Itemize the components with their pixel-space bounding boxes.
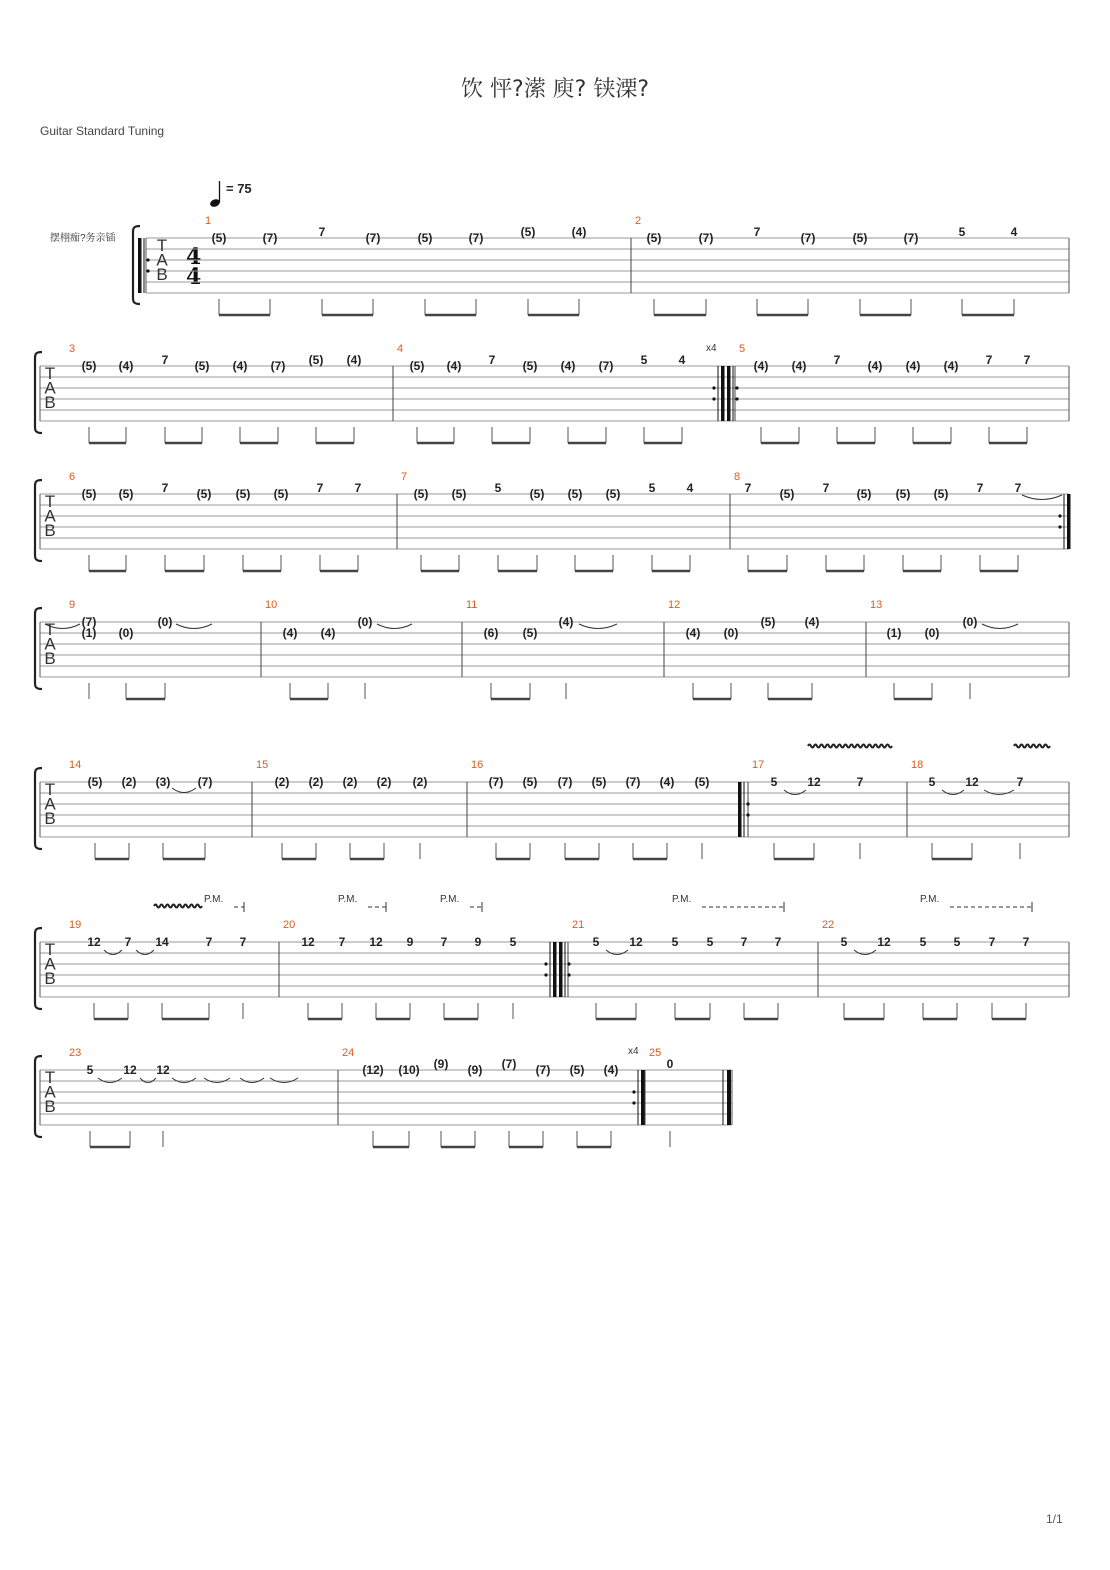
tab-clef-letter: A xyxy=(44,634,56,654)
tab-clef-letter: B xyxy=(44,393,56,412)
fret-number: (5) xyxy=(569,1063,585,1077)
fret-number: 5 xyxy=(919,935,927,949)
fret-number: (3) xyxy=(155,775,171,789)
measure-number: 9 xyxy=(69,599,76,611)
tie-arc xyxy=(606,950,628,955)
fret-number: (9) xyxy=(467,1063,483,1077)
tie-arc xyxy=(1022,495,1062,500)
tie-arc xyxy=(240,1078,264,1083)
fret-number: (5) xyxy=(409,359,425,373)
repeat-count: x4 xyxy=(628,1046,639,1057)
fret-number: (10) xyxy=(398,1063,420,1077)
tab-clef-letter: A xyxy=(44,506,56,526)
fret-number: 5 xyxy=(648,481,656,495)
tie-arc xyxy=(784,790,806,795)
fret-number: (5) xyxy=(417,231,433,245)
tab-clef-letter: A xyxy=(156,250,168,270)
tab-clef-letter: T xyxy=(156,236,168,255)
fret-number: (4) xyxy=(446,359,462,373)
repeat-dot xyxy=(735,386,738,389)
score-title: 饮 怦?潆 庾? 铗溧? xyxy=(460,77,649,102)
repeat-dot xyxy=(544,973,547,976)
time-sig-bottom: 4 xyxy=(186,264,202,290)
fret-number: (5) xyxy=(567,487,583,501)
fret-number: (5) xyxy=(694,775,710,789)
measure-number: 24 xyxy=(342,1047,355,1059)
fret-number: (7) xyxy=(262,231,278,245)
fret-number: 5 xyxy=(928,775,936,789)
repeat-dot xyxy=(1058,525,1061,528)
measure-number: 23 xyxy=(69,1047,82,1059)
measure-number: 11 xyxy=(466,599,478,611)
tie-arc xyxy=(140,1078,156,1083)
fret-number: 9 xyxy=(406,935,414,949)
repeat-start-bar xyxy=(727,366,731,421)
fret-number: (2) xyxy=(412,775,428,789)
fret-number: (5) xyxy=(273,487,289,501)
fret-number: 4 xyxy=(686,481,694,495)
fret-number: (2) xyxy=(308,775,324,789)
fret-number: (4) xyxy=(867,359,883,373)
fret-number: (4) xyxy=(320,626,336,640)
fret-number: (4) xyxy=(804,615,820,629)
fret-number: (1) xyxy=(81,626,97,640)
repeat-dot xyxy=(746,802,749,805)
fret-number: 12 xyxy=(369,935,383,949)
tie-arc xyxy=(172,1078,196,1083)
fret-number: (5) xyxy=(605,487,621,501)
fret-number: (5) xyxy=(451,487,467,501)
fret-number: (0) xyxy=(157,615,173,629)
tab-clef-letter: B xyxy=(44,521,56,540)
fret-number: 4 xyxy=(678,353,686,367)
vibrato-mark xyxy=(1014,745,1050,748)
fret-number: (4) xyxy=(753,359,769,373)
fret-number: (6) xyxy=(483,626,499,640)
fret-number: (4) xyxy=(603,1063,619,1077)
measure-number: 16 xyxy=(471,759,484,771)
measure-number: 3 xyxy=(69,343,76,355)
fret-number: 0 xyxy=(666,1057,674,1071)
fret-number: 7 xyxy=(338,935,346,949)
fret-number: 7 xyxy=(822,481,830,495)
repeat-dot xyxy=(146,258,149,261)
palm-mute-label: P.M. xyxy=(204,894,224,905)
repeat-dot xyxy=(1058,514,1061,517)
fret-number: (5) xyxy=(646,231,662,245)
fret-number: (5) xyxy=(933,487,949,501)
fret-number: (7) xyxy=(625,775,641,789)
measure-number: 12 xyxy=(668,599,681,611)
tie-arc xyxy=(984,790,1014,795)
tie-arc xyxy=(204,1078,230,1083)
measure-number: 2 xyxy=(635,215,642,227)
fret-number: 7 xyxy=(239,935,247,949)
fret-number: (4) xyxy=(571,225,587,239)
time-sig-top: 4 xyxy=(186,244,202,270)
repeat-start-bar xyxy=(559,942,563,997)
fret-number: (2) xyxy=(121,775,137,789)
fret-number: 7 xyxy=(1016,775,1024,789)
measure-number: 20 xyxy=(283,919,296,931)
measure-number: 5 xyxy=(739,343,746,355)
palm-mute-label: P.M. xyxy=(672,894,692,905)
fret-number: (4) xyxy=(232,359,248,373)
measure-number: 22 xyxy=(822,919,835,931)
fret-number: (2) xyxy=(376,775,392,789)
tab-clef-letter: B xyxy=(156,265,168,284)
tab-clef-letter: T xyxy=(44,780,56,799)
fret-number: 9 xyxy=(474,935,482,949)
fret-number: (5) xyxy=(856,487,872,501)
tie-arc xyxy=(98,1078,122,1083)
tab-clef-letter: A xyxy=(44,378,56,398)
measure-number: 19 xyxy=(69,919,82,931)
fret-number: 7 xyxy=(161,481,169,495)
fret-number: (7) xyxy=(903,231,919,245)
tie-arc xyxy=(982,624,1018,629)
repeat-count: x4 xyxy=(706,343,717,354)
fret-number: (5) xyxy=(591,775,607,789)
fret-number: 7 xyxy=(1023,353,1031,367)
repeat-start-bar xyxy=(138,238,142,293)
tie-arc xyxy=(104,950,122,955)
fret-number: (7) xyxy=(535,1063,551,1077)
fret-number: (5) xyxy=(194,359,210,373)
fret-number: (7) xyxy=(557,775,573,789)
fret-number: (4) xyxy=(558,615,574,629)
measure-number: 13 xyxy=(870,599,883,611)
fret-number: (5) xyxy=(196,487,212,501)
measure-number: 14 xyxy=(69,759,82,771)
fret-number: (5) xyxy=(235,487,251,501)
repeat-end-bar xyxy=(641,1070,645,1125)
fret-number: (1) xyxy=(886,626,902,640)
measure-number: 6 xyxy=(69,471,76,483)
fret-number: 7 xyxy=(774,935,782,949)
palm-mute-label: P.M. xyxy=(440,894,460,905)
fret-number: (2) xyxy=(342,775,358,789)
repeat-start-bar xyxy=(738,782,742,837)
fret-number: (5) xyxy=(852,231,868,245)
fret-number: 7 xyxy=(1014,481,1022,495)
fret-number: (4) xyxy=(659,775,675,789)
fret-number: (5) xyxy=(779,487,795,501)
fret-number: 5 xyxy=(953,935,961,949)
track-name: 摆栩痂?务亲锸 xyxy=(50,233,116,244)
fret-number: (0) xyxy=(723,626,739,640)
fret-number: 7 xyxy=(744,481,752,495)
fret-number: (4) xyxy=(118,359,134,373)
fret-number: (7) xyxy=(468,231,484,245)
fret-number: (4) xyxy=(685,626,701,640)
fret-number: (5) xyxy=(118,487,134,501)
fret-number: 5 xyxy=(494,481,502,495)
measure-number: 8 xyxy=(734,471,741,483)
fret-number: 5 xyxy=(592,935,600,949)
tie-arc xyxy=(579,624,617,629)
fret-number: 12 xyxy=(877,935,891,949)
fret-number: (7) xyxy=(501,1057,517,1071)
palm-mute-label: P.M. xyxy=(338,894,358,905)
fret-number: (9) xyxy=(433,1057,449,1071)
fret-number: (7) xyxy=(598,359,614,373)
fret-number: (5) xyxy=(529,487,545,501)
measure-number: 10 xyxy=(265,599,278,611)
measure-number: 1 xyxy=(205,215,212,227)
fret-number: (4) xyxy=(560,359,576,373)
repeat-end-bar xyxy=(553,942,557,997)
repeat-dot xyxy=(712,397,715,400)
fret-number: (7) xyxy=(698,231,714,245)
fret-number: 7 xyxy=(856,775,864,789)
fret-number: (0) xyxy=(924,626,940,640)
fret-number: 5 xyxy=(86,1063,94,1077)
fret-number: (7) xyxy=(81,615,97,629)
repeat-end-bar xyxy=(721,366,725,421)
tab-clef-letter: T xyxy=(44,620,56,639)
fret-number: (5) xyxy=(760,615,776,629)
fret-number: 4 xyxy=(1010,225,1018,239)
fret-number: (2) xyxy=(274,775,290,789)
measure-number: 15 xyxy=(256,759,269,771)
fret-number: 7 xyxy=(354,481,362,495)
fret-number: 12 xyxy=(156,1063,170,1077)
fret-number: 12 xyxy=(807,775,821,789)
measure-number: 25 xyxy=(649,1047,662,1059)
tab-clef-letter: A xyxy=(44,1082,56,1102)
fret-number: (4) xyxy=(943,359,959,373)
fret-number: 5 xyxy=(840,935,848,949)
vibrato-mark xyxy=(154,905,202,908)
fret-number: 7 xyxy=(316,481,324,495)
fret-number: (5) xyxy=(413,487,429,501)
fret-number: (4) xyxy=(791,359,807,373)
fret-number: (5) xyxy=(520,225,536,239)
tie-arc xyxy=(942,790,964,795)
fret-number: 7 xyxy=(205,935,213,949)
tab-clef-letter: T xyxy=(44,1068,56,1087)
tie-arc xyxy=(172,788,196,793)
fret-number: (4) xyxy=(346,353,362,367)
page-number: 1/1 xyxy=(1046,1512,1063,1526)
fret-number: 7 xyxy=(833,353,841,367)
tab-clef-letter: B xyxy=(44,809,56,828)
fret-number: (12) xyxy=(362,1063,384,1077)
fret-number: 7 xyxy=(976,481,984,495)
fret-number: (7) xyxy=(800,231,816,245)
fret-number: (7) xyxy=(197,775,213,789)
tempo-marking xyxy=(209,181,252,208)
measure-number: 17 xyxy=(752,759,765,771)
tie-arc xyxy=(377,624,412,629)
fret-number: 5 xyxy=(671,935,679,949)
repeat-dot xyxy=(712,386,715,389)
fret-number: 12 xyxy=(965,775,979,789)
fret-number: (0) xyxy=(962,615,978,629)
fret-number: 12 xyxy=(629,935,643,949)
fret-number: 5 xyxy=(509,935,517,949)
fret-number: 7 xyxy=(1022,935,1030,949)
fret-number: (5) xyxy=(81,487,97,501)
fret-number: (4) xyxy=(905,359,921,373)
repeat-dot xyxy=(632,1101,635,1104)
fret-number: (5) xyxy=(522,775,538,789)
tab-clef-letter: A xyxy=(44,794,56,814)
fret-number: (5) xyxy=(522,626,538,640)
fret-number: (5) xyxy=(308,353,324,367)
tab-clef-letter: T xyxy=(44,364,56,383)
tie-arc xyxy=(270,1078,298,1083)
fret-number: (5) xyxy=(81,359,97,373)
fret-number: (7) xyxy=(270,359,286,373)
tie-arc xyxy=(136,950,154,955)
tab-clef-letter: A xyxy=(44,954,56,974)
vibrato-mark xyxy=(808,745,892,748)
repeat-dot xyxy=(544,962,547,965)
tab-clef-letter: T xyxy=(44,492,56,511)
fret-number: 7 xyxy=(440,935,448,949)
fret-number: (7) xyxy=(365,231,381,245)
measure-number: 7 xyxy=(401,471,408,483)
repeat-dot xyxy=(632,1090,635,1093)
tab-clef-letter: B xyxy=(44,969,56,988)
fret-number: 5 xyxy=(958,225,966,239)
final-thick-bar xyxy=(727,1070,731,1125)
fret-number: (5) xyxy=(211,231,227,245)
fret-number: 7 xyxy=(753,225,761,239)
fret-number: 12 xyxy=(87,935,101,949)
repeat-end-bar xyxy=(1067,494,1071,549)
tempo-value: = 75 xyxy=(226,181,252,196)
measure-number: 4 xyxy=(397,343,404,355)
tab-clef-letter: B xyxy=(44,649,56,668)
fret-number: 12 xyxy=(123,1063,137,1077)
repeat-dot xyxy=(746,813,749,816)
tie-arc xyxy=(176,624,212,629)
fret-number: 7 xyxy=(488,353,496,367)
fret-number: 14 xyxy=(155,935,169,949)
fret-number: (4) xyxy=(282,626,298,640)
fret-number: 7 xyxy=(985,353,993,367)
repeat-dot xyxy=(735,397,738,400)
fret-number: 7 xyxy=(988,935,996,949)
fret-number: 5 xyxy=(770,775,778,789)
repeat-dot xyxy=(567,973,570,976)
fret-number: 12 xyxy=(301,935,315,949)
repeat-dot xyxy=(567,962,570,965)
measure-number: 18 xyxy=(911,759,924,771)
fret-number: (0) xyxy=(357,615,373,629)
fret-number: (7) xyxy=(488,775,504,789)
tie-arc xyxy=(854,950,876,955)
fret-number: (5) xyxy=(87,775,103,789)
measure-number: 21 xyxy=(572,919,585,931)
fret-number: 5 xyxy=(706,935,714,949)
fret-number: (0) xyxy=(118,626,134,640)
fret-number: (5) xyxy=(895,487,911,501)
fret-number: 7 xyxy=(161,353,169,367)
palm-mute-label: P.M. xyxy=(920,894,940,905)
fret-number: 7 xyxy=(124,935,132,949)
tab-clef-letter: T xyxy=(44,940,56,959)
fret-number: 5 xyxy=(640,353,648,367)
fret-number: (5) xyxy=(522,359,538,373)
fret-number: 7 xyxy=(740,935,748,949)
tuning-label: Guitar Standard Tuning xyxy=(40,124,165,138)
repeat-dot xyxy=(146,269,149,272)
tab-clef-letter: B xyxy=(44,1097,56,1116)
fret-number: 7 xyxy=(318,225,326,239)
